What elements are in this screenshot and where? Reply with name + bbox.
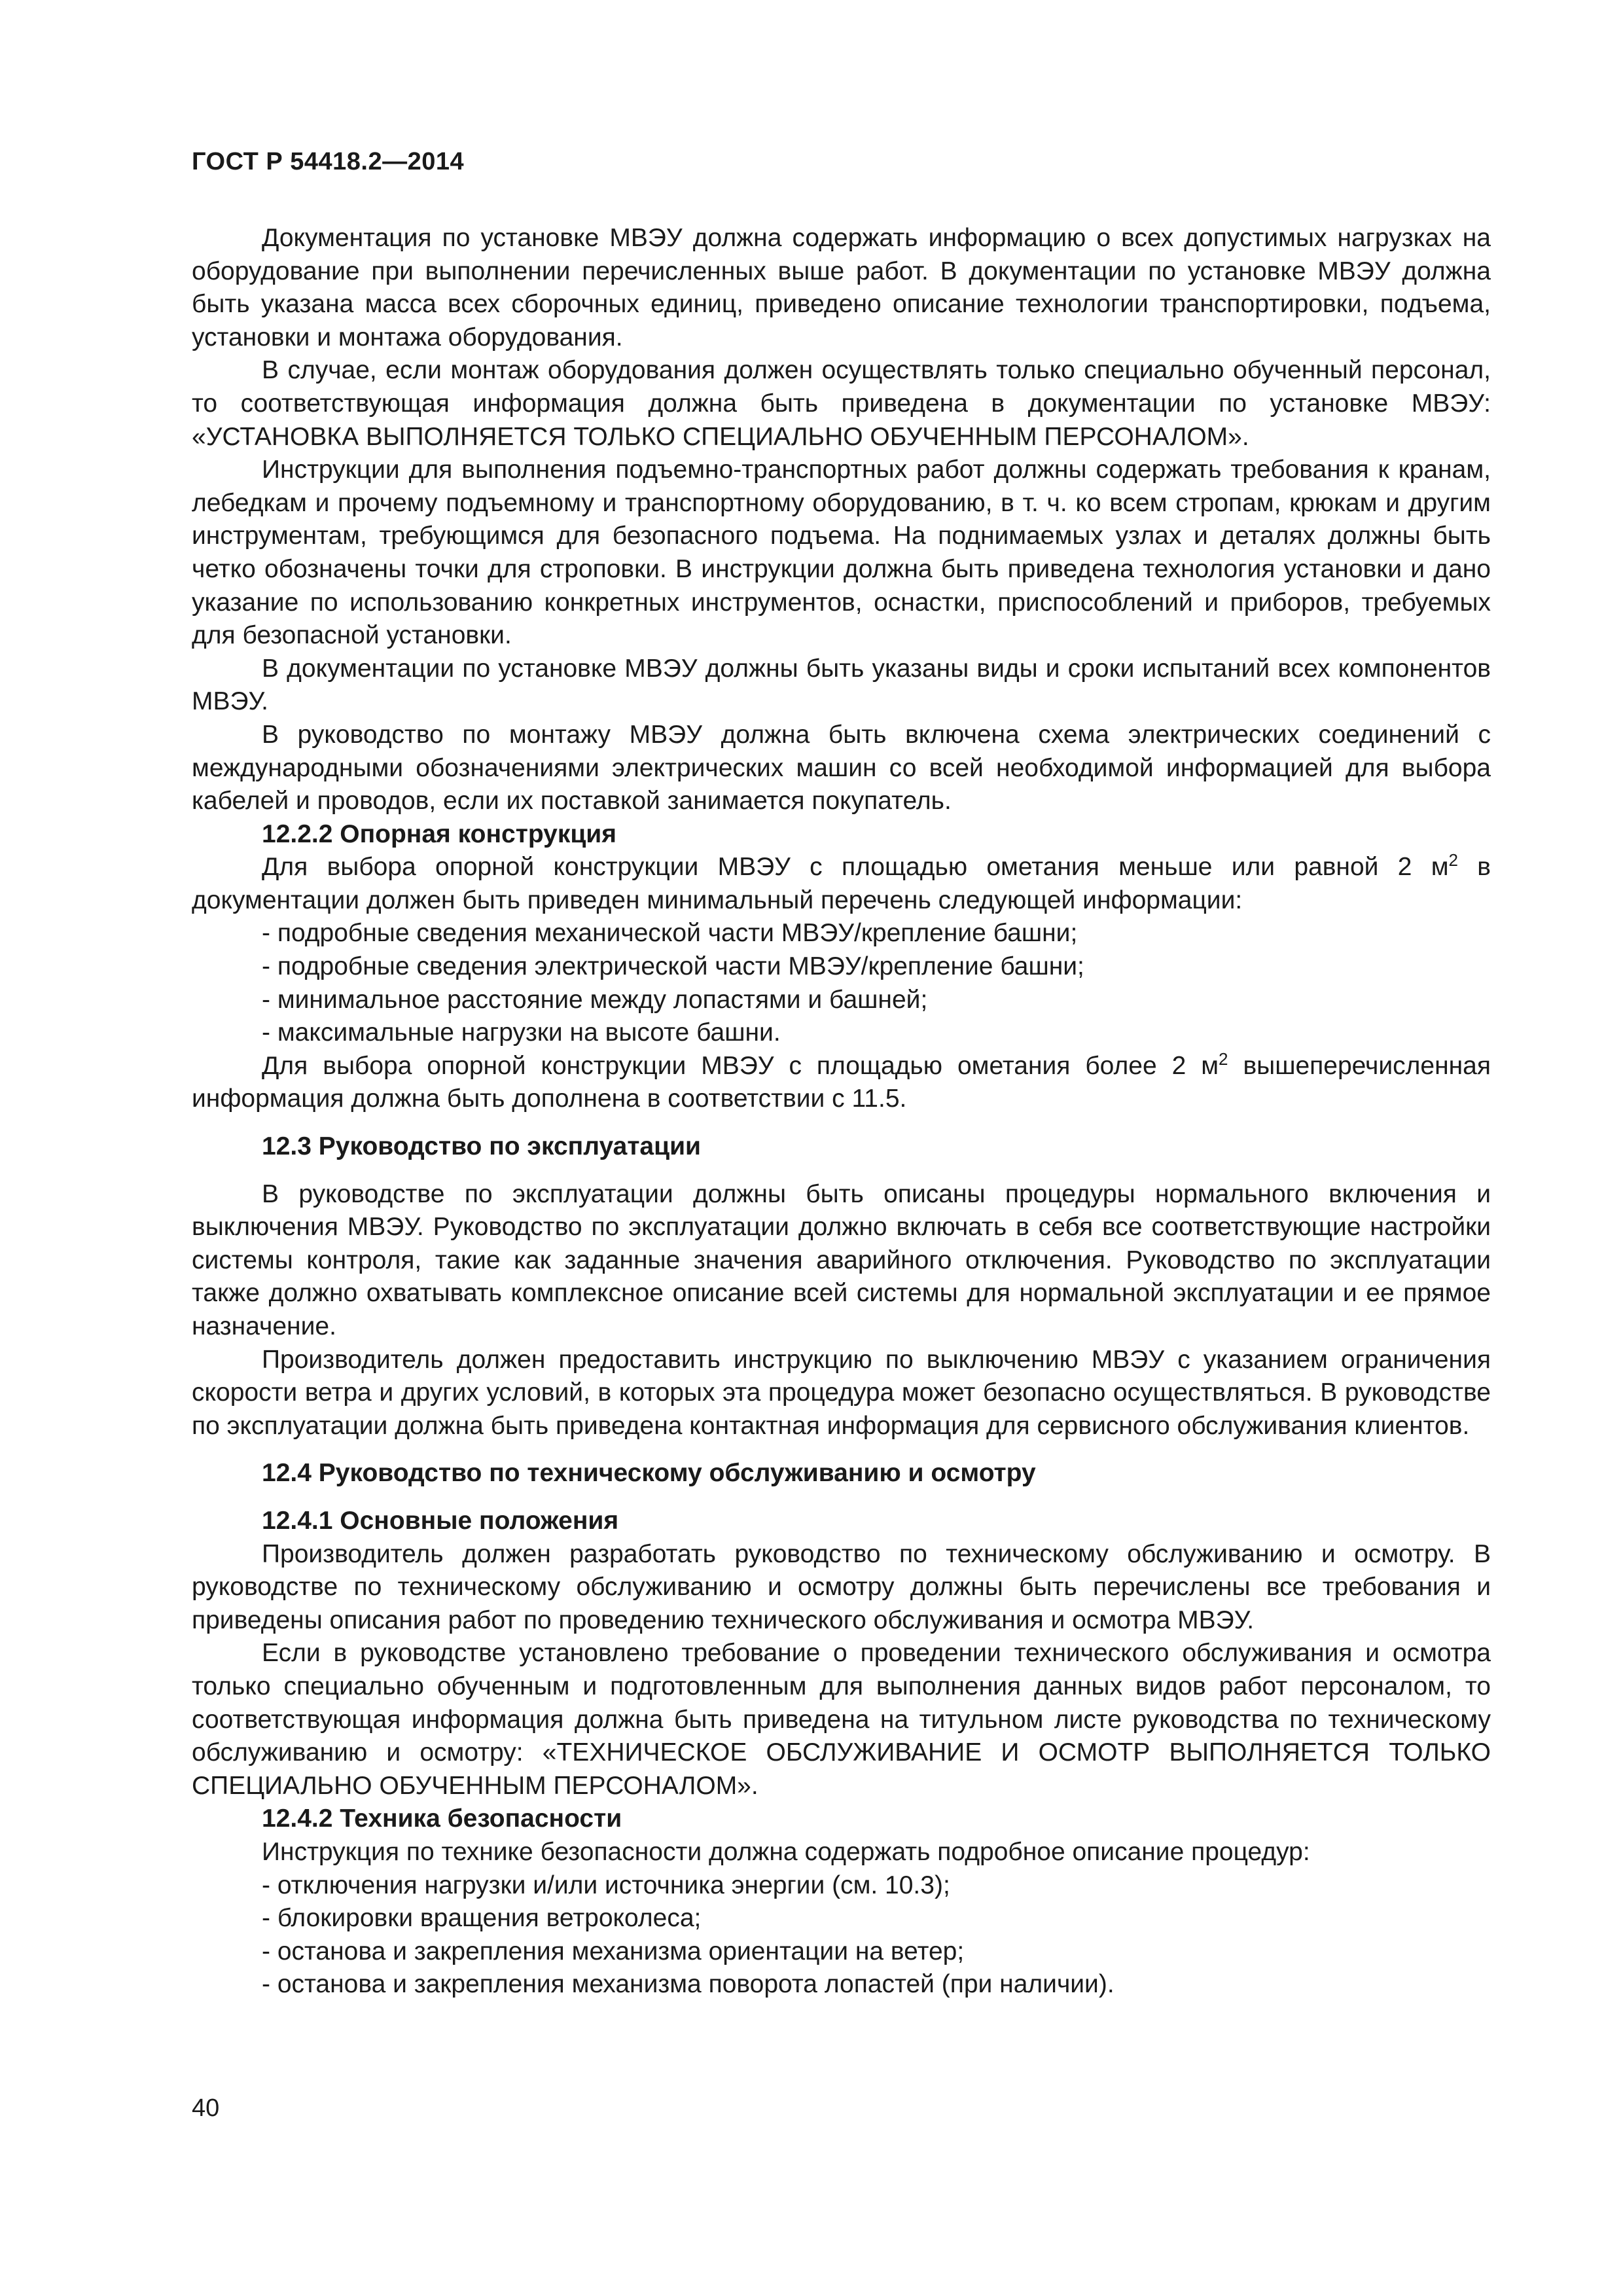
list-item: - останова и закрепления механизма поворота лопастей (при наличии). xyxy=(262,1970,1115,1999)
paragraph-support-structure-small xyxy=(192,851,1491,917)
paragraph-tests: В документации по установке МВЭУ должны быть указаны виды и сроки испытаний всех компонентов МВЭУ. xyxy=(192,654,1491,716)
paragraph-support-structure-large xyxy=(192,1050,1491,1116)
list-item: - отключения нагрузки и/или источника энергии (см. 10.3); xyxy=(262,1871,950,1899)
paragraph-trained-personnel: В случае, если монтаж оборудования должен осуществлять только специально обученный персонал, то соответствующая информация должна быть приведена в документации по установке МВЭУ: «УСТАНОВКА ВЫПОЛНЯЕТСЯ ТОЛЬКО СПЕЦИАЛЬНО ОБУЧЕННЫМ ПЕРСОНАЛОМ». xyxy=(192,356,1491,451)
paragraph-maintenance-personnel: Если в руководстве установлено требование о проведении технического обслуживания и осмотра только специально обученным и подготовленным для выполнения данных видов работ персоналом, то соответствующая информация должна быть приведена на титульном листе руководства по техническому обслуживанию и осмотру: «ТЕХНИЧЕСКОЕ ОБСЛУЖИВАНИЕ И ОСМОТР ВЫПОЛНЯЕТСЯ ТОЛЬКО СПЕЦИАЛЬНО ОБУЧЕННЫМ ПЕРСОНАЛОМ». xyxy=(192,1639,1491,1800)
heading-12-2-2: 12.2.2 Опорная конструкция xyxy=(262,819,617,848)
paragraph-lifting-instructions: Инструкции для выполнения подъемно-транспортных работ должны содержать требования к кранам, лебедкам и прочему подъемному и транспортному оборудованию, в т. ч. ко всем стропам, крюкам и другим инструментам, требующимся для безопасного подъема. На поднимаемых узлах и деталях должны быть четко обозначены точки для строповки. В инструкции должна быть приведена технология установки и дано указание по использованию конкретных инструментов, оснастки, приспособлений и приборов, требуемых для безопасной установки. xyxy=(192,456,1491,650)
heading-12-4: 12.4 Руководство по техническому обслуживанию и осмотру xyxy=(262,1459,1036,1488)
text-part: Для выбора опорной конструкции МВЭУ с площадью ометания более 2 м xyxy=(262,1051,1219,1080)
list-item: - останова и закрепления механизма ориентации на ветер; xyxy=(262,1937,965,1965)
document-body xyxy=(192,222,1491,2001)
superscript: 2 xyxy=(1219,1049,1228,1069)
document-header: ГОСТ Р 54418.2—2014 xyxy=(192,148,465,175)
heading-12-4-2: 12.4.2 Техника безопасности xyxy=(262,1804,622,1833)
list-item: - минимальное расстояние между лопастями и башней; xyxy=(262,985,928,1014)
paragraph-operation-manual: В руководстве по эксплуатации должны быть описаны процедуры нормального включения и выключения МВЭУ. Руководство по эксплуатации должно включать в себя все соответствующие настройки системы контроля, такие как заданные значения аварийного отключения. Руководство по эксплуатации также должно охватывать комплексное описание всей системы для нормальной эксплуатации и ее прямое назначение. xyxy=(192,1179,1491,1340)
text-part: в документации должен быть приведен минимальный перечень следующей информации: xyxy=(192,853,1491,914)
page-number: 40 xyxy=(192,2094,220,2122)
superscript: 2 xyxy=(1448,850,1458,870)
heading-12-3: 12.3 Руководство по эксплуатации xyxy=(262,1132,702,1161)
text-part: Для выбора опорной конструкции МВЭУ с площадью ометания меньше или равной 2 м xyxy=(262,853,1449,882)
paragraph-maintenance-manual: Производитель должен разработать руководство по техническому обслуживанию и осмотру. В руководстве по техническому обслуживанию и осмотру должны быть перечислены все требования и приведены описания работ по проведению технического обслуживания и осмотра МВЭУ. xyxy=(192,1539,1491,1634)
paragraph-safety-instructions: Инструкция по технике безопасности должна содержать подробное описание процедур: xyxy=(262,1837,1310,1866)
paragraph-wiring-diagram: В руководство по монтажу МВЭУ должна быть включена схема электрических соединений с международными обозначениями электрических машин со всей необходимой информацией для выбора кабелей и проводов, если их поставкой занимается покупатель. xyxy=(192,720,1491,816)
list-item: - блокировки вращения ветроколеса; xyxy=(262,1904,702,1933)
text-part: вышеперечисленная информация должна быть дополнена в соответствии с 11.5. xyxy=(192,1051,1491,1113)
heading-12-4-1: 12.4.1 Основные положения xyxy=(262,1506,619,1535)
paragraph-installation-docs: Документация по установке МВЭУ должна содержать информацию о всех допустимых нагрузках на оборудование при выполнении перечисленных выше работ. В документации по установке МВЭУ должна быть указана масса всех сборочных единиц, приведено описание технологии транспортировки, подъема, установки и монтажа оборудования. xyxy=(192,224,1491,351)
paragraph-shutdown-instructions: Производитель должен предоставить инструкцию по выключению МВЭУ с указанием ограничения скорости ветра и других условий, в которых эта процедура может безопасно осуществляться. В руководстве по эксплуатации должна быть приведена контактная информация для сервисного обслуживания клиентов. xyxy=(192,1345,1491,1440)
list-item: - подробные сведения электрической части МВЭУ/крепление башни; xyxy=(262,952,1084,981)
list-item: - максимальные нагрузки на высоте башни. xyxy=(262,1018,781,1047)
list-item: - подробные сведения механической части МВЭУ/крепление башни; xyxy=(262,919,1078,948)
